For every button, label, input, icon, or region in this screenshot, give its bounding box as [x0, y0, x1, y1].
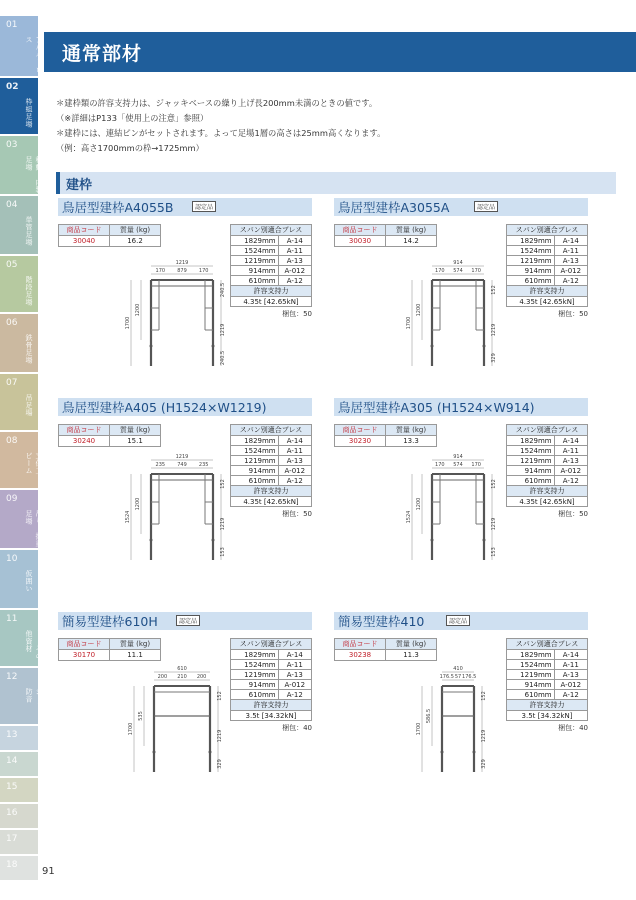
chapter-tab-number: 11 [6, 614, 18, 624]
note-line: ＊建枠類の許容支持力は、ジャッキベースの繰り上げ長200mm未満のときの値です。 [56, 98, 378, 108]
span-length: 610mm [507, 690, 555, 700]
packing-qty: 梱包：40 [282, 724, 312, 732]
note-line: ＊建枠には、連結ピンがセットされます。よって足場1層の高さは25mm高くなります。 [56, 128, 386, 138]
product-name: 簡易型建枠410 [338, 614, 425, 629]
note-line: （※詳細はP133「使用上の注意」参照） [56, 113, 209, 123]
dimension-part: 170 [155, 268, 166, 274]
dimension-right-top: 240.5 [220, 282, 226, 298]
dimension-right-bottom: 329 [481, 759, 487, 769]
brace-header: スパン別適合ブレス [507, 639, 588, 650]
dimension-part: 574 [453, 462, 463, 468]
dimension-part: 200 [157, 674, 168, 680]
product-title-bar [334, 398, 588, 416]
chapter-tab-number: 09 [6, 494, 18, 504]
dimension-height-inner: 535 [138, 711, 144, 721]
span-length: 610mm [231, 476, 279, 486]
chapter-tab-number: 14 [6, 756, 18, 766]
brace-model: A-012 [554, 680, 587, 690]
page-title: 通常部材 [62, 43, 143, 65]
brace-header: スパン別適合ブレス [507, 425, 588, 436]
chapter-tab-13[interactable] [0, 726, 38, 750]
certified-badge: 認定品 [192, 201, 216, 212]
chapter-tab-10[interactable] [0, 550, 38, 608]
dimension-part: 235 [155, 462, 166, 468]
chapter-tab-16[interactable] [0, 804, 38, 828]
weight-header: 質量 (kg) [110, 639, 161, 650]
span-length: 914mm [231, 266, 279, 276]
product-title-bar [58, 398, 312, 416]
chapter-tab-14[interactable] [0, 752, 38, 776]
dimension-part: 749 [177, 462, 187, 468]
dimension-part: 170 [471, 462, 481, 468]
product-weight: 14.2 [386, 236, 437, 247]
span-length: 610mm [231, 690, 279, 700]
brace-model: A-12 [554, 276, 587, 286]
dimension-height-inner: 1200 [135, 303, 141, 317]
chapter-tab-number: 12 [6, 672, 18, 682]
connecting-pin [431, 345, 434, 348]
brace-model: A-12 [554, 476, 587, 486]
packing-qty: 梱包：50 [558, 310, 588, 318]
product-weight: 11.1 [110, 650, 161, 661]
chapter-tab-15[interactable] [0, 778, 38, 802]
span-length: 914mm [507, 266, 555, 276]
weight-header: 質量 (kg) [386, 425, 437, 436]
certified-badge: 認定品 [446, 615, 470, 626]
product-code: 30170 [59, 650, 110, 661]
span-length: 1219mm [231, 256, 279, 266]
product-code-table [58, 638, 161, 661]
brace-model: A-12 [278, 690, 311, 700]
chapter-tab-label: ネット・シート・防音 [25, 688, 53, 718]
chapter-tab-label: 階段足場 [25, 276, 33, 306]
product-code: 30238 [335, 650, 386, 661]
capacity-header: 許容支持力 [507, 286, 588, 297]
span-length: 1219mm [231, 670, 279, 680]
note-line: （例：高さ1700mmの枠→1725mm） [56, 143, 204, 153]
capacity-value: 3.5t [34.32kN] [507, 711, 588, 721]
dimension-part: 200 [196, 674, 207, 680]
connecting-pin [212, 539, 215, 542]
chapter-tab-09[interactable] [0, 490, 43, 548]
dimension-right-top: 152 [491, 285, 497, 295]
product-code-table [334, 224, 437, 247]
dimension-right-bottom: 153 [491, 547, 497, 557]
dimension-right-bottom: 329 [491, 353, 497, 363]
connecting-pin [150, 539, 153, 542]
capacity-value: 4.35t [42.65kN] [507, 497, 588, 507]
span-length: 1219mm [231, 456, 279, 466]
dimension-height: 1524 [406, 510, 412, 524]
chapter-tab-number: 13 [6, 730, 18, 740]
weight-header: 質量 (kg) [110, 225, 161, 236]
brace-header: スパン別適合ブレス [231, 639, 312, 650]
span-length: 914mm [507, 680, 555, 690]
span-length: 610mm [231, 276, 279, 286]
dimension-height: 1700 [416, 722, 422, 736]
dimension-right-mid: 1219 [220, 323, 226, 337]
chapter-tab-01[interactable] [0, 16, 43, 76]
product-code-table [58, 224, 161, 247]
dimension-part: 57 [454, 674, 462, 680]
connecting-pin [150, 345, 153, 348]
dimension-width: 410 [453, 666, 463, 672]
section-heading [56, 172, 616, 194]
brace-model: A-012 [278, 680, 311, 690]
span-length: 1829mm [507, 436, 555, 446]
span-length: 1829mm [231, 650, 279, 660]
dimension-width: 914 [453, 454, 463, 460]
span-length: 1219mm [507, 256, 555, 266]
product-code: 30240 [59, 436, 110, 447]
dimension-part: 170 [435, 462, 445, 468]
connecting-pin [473, 751, 476, 754]
dimension-height-inner: 586.5 [426, 708, 432, 724]
chapter-tab-label: 吊足場 [25, 394, 33, 417]
brace-model: A-13 [278, 456, 311, 466]
packing-qty: 梱包：50 [282, 310, 312, 318]
capacity-header: 許容支持力 [231, 286, 312, 297]
brace-model: A-13 [278, 670, 311, 680]
product-weight: 11.3 [386, 650, 437, 661]
product-code: 30030 [335, 236, 386, 247]
product-code-table [334, 424, 437, 447]
chapter-tab-18[interactable] [0, 856, 38, 880]
dimension-width: 610 [177, 666, 187, 672]
product-code: 30230 [335, 436, 386, 447]
chapter-tab-number: 01 [6, 20, 18, 30]
dimension-part: 235 [198, 462, 209, 468]
dimension-height: 1700 [406, 316, 412, 330]
capacity-header: 許容支持力 [231, 700, 312, 711]
dimension-right-bottom: 240.5 [220, 350, 226, 366]
dimension-width: 1219 [175, 260, 189, 266]
chapter-tab-label: 吊り・揚重足場 [25, 510, 43, 548]
chapter-tab-label: 仮囲い [25, 570, 33, 593]
product-code: 30040 [59, 236, 110, 247]
chapter-tab-03[interactable] [0, 136, 43, 194]
brace-model: A-11 [278, 446, 311, 456]
product-name: 鳥居型建枠A405 (H1524×W1219) [62, 400, 267, 415]
product-weight: 15.1 [110, 436, 161, 447]
chapter-tab-number: 04 [6, 200, 18, 210]
connecting-pin [153, 751, 156, 754]
chapter-tab-label: 移動・内装足場 [25, 156, 43, 194]
connecting-pin [483, 345, 486, 348]
dimension-part: 170 [471, 268, 481, 274]
certified-badge: 認定品 [474, 201, 498, 212]
chapter-tab-number: 17 [6, 834, 18, 844]
weight-header: 質量 (kg) [110, 425, 161, 436]
chapter-tab-number: 03 [6, 140, 18, 150]
span-length: 1219mm [507, 456, 555, 466]
brace-model: A-11 [278, 246, 311, 256]
dimension-height-inner: 1200 [135, 497, 141, 511]
span-length: 914mm [507, 466, 555, 476]
span-length: 1829mm [507, 236, 555, 246]
product-name: 鳥居型建枠A3055A [338, 200, 450, 215]
weight-header: 質量 (kg) [386, 639, 437, 650]
product-name: 鳥居型建枠A305 (H1524×W914) [338, 400, 535, 415]
product-code-table [58, 424, 161, 447]
code-header: 商品コード [59, 639, 110, 650]
dimension-right-mid: 1219 [217, 729, 223, 743]
page-number: 91 [42, 866, 55, 877]
chapter-tab-number: 15 [6, 782, 18, 792]
frame-drawing [102, 254, 272, 384]
brace-model: A-012 [554, 466, 587, 476]
code-header: 商品コード [59, 425, 110, 436]
dimension-right-mid: 1219 [491, 517, 497, 531]
capacity-value: 4.35t [42.65kN] [231, 297, 312, 307]
brace-model: A-14 [278, 436, 311, 446]
chapter-tab-number: 07 [6, 378, 18, 388]
brace-model: A-14 [554, 650, 587, 660]
product-title-bar [58, 612, 312, 630]
connecting-pin [483, 539, 486, 542]
page-header [44, 32, 636, 72]
frame-drawing [378, 448, 548, 578]
dimension-right-top: 152 [491, 479, 497, 489]
dimension-right-top: 152 [217, 691, 223, 701]
connecting-pin [209, 751, 212, 754]
brace-header: スパン別適合ブレス [231, 225, 312, 236]
brace-model: A-012 [278, 466, 311, 476]
capacity-header: 許容支持力 [507, 486, 588, 497]
chapter-tab-04[interactable] [0, 196, 38, 254]
connecting-pin [441, 751, 444, 754]
dimension-width: 914 [453, 260, 463, 266]
weight-header: 質量 (kg) [386, 225, 437, 236]
product-code-table [334, 638, 437, 661]
product-name: 簡易型建枠610H [62, 614, 158, 629]
dimension-part: 574 [453, 268, 463, 274]
chapter-tab-number: 16 [6, 808, 18, 818]
chapter-tab-11[interactable] [0, 610, 53, 666]
chapter-tab-05[interactable] [0, 256, 38, 312]
brace-model: A-12 [278, 476, 311, 486]
dimension-right-top: 152 [481, 691, 487, 701]
frame-drawing [378, 254, 548, 384]
dimension-part: 176.5 [439, 674, 454, 680]
packing-qty: 梱包：50 [558, 510, 588, 518]
frame-drawing [102, 660, 272, 790]
product-weight: 13.3 [386, 436, 437, 447]
span-length: 1219mm [507, 670, 555, 680]
span-length: 1524mm [231, 446, 279, 456]
brace-model: A-14 [278, 650, 311, 660]
brace-model: A-12 [554, 690, 587, 700]
product-title-bar [334, 612, 588, 630]
span-length: 1524mm [507, 246, 555, 256]
dimension-height-inner: 1200 [416, 303, 422, 317]
chapter-tab-label: 鉄骨足場 [25, 334, 33, 364]
dimension-part: 170 [435, 268, 445, 274]
brace-model: A-11 [554, 660, 587, 670]
chapter-tab-number: 18 [6, 860, 18, 870]
capacity-header: 許容支持力 [231, 486, 312, 497]
chapter-tab-02[interactable] [0, 78, 38, 134]
code-header: 商品コード [59, 225, 110, 236]
chapter-tab-17[interactable] [0, 830, 38, 854]
brace-model: A-11 [554, 246, 587, 256]
product-weight: 16.2 [110, 236, 161, 247]
dimension-height: 1700 [128, 722, 134, 736]
dimension-right-mid: 1219 [491, 323, 497, 337]
dimension-height: 1524 [125, 510, 131, 524]
dimension-height-inner: 1200 [416, 497, 422, 511]
dimension-width: 1219 [175, 454, 189, 460]
code-header: 商品コード [335, 425, 386, 436]
dimension-part: 879 [177, 268, 187, 274]
chapter-tab-number: 06 [6, 318, 18, 328]
dimension-right-top: 152 [220, 479, 226, 489]
dimension-right-mid: 1219 [220, 517, 226, 531]
span-length: 1829mm [231, 436, 279, 446]
brace-model: A-012 [554, 266, 587, 276]
span-length: 1524mm [231, 660, 279, 670]
dimension-height: 1700 [125, 316, 131, 330]
dimension-part: 170 [198, 268, 209, 274]
brace-header: スパン別適合ブレス [507, 225, 588, 236]
connecting-pin [212, 345, 215, 348]
brace-model: A-13 [554, 670, 587, 680]
chapter-tab-label: 枠組足場 [25, 98, 33, 128]
span-length: 610mm [507, 476, 555, 486]
product-title-bar [334, 198, 588, 216]
chapter-tab-label: 支保工・ビーム [25, 452, 43, 482]
chapter-tab-number: 08 [6, 436, 18, 446]
chapter-tab-label: パレット・その他資材 [25, 630, 53, 660]
frame-drawing [102, 448, 272, 578]
dimension-right-bottom: 153 [220, 547, 226, 557]
dimension-right-mid: 1219 [481, 729, 487, 743]
span-length: 610mm [507, 276, 555, 286]
brace-model: A-14 [278, 236, 311, 246]
span-length: 1829mm [507, 650, 555, 660]
section-title: 建枠 [66, 178, 93, 193]
brace-model: A-14 [554, 436, 587, 446]
span-length: 1829mm [231, 236, 279, 246]
product-title-bar [58, 198, 312, 216]
brace-model: A-012 [278, 266, 311, 276]
capacity-value: 3.5t [34.32kN] [231, 711, 312, 721]
chapter-tab-07[interactable] [0, 374, 38, 430]
chapter-tab-label: アルバトロス [25, 36, 43, 74]
chapter-tab-08[interactable] [0, 432, 43, 488]
chapter-tab-number: 05 [6, 260, 18, 270]
packing-qty: 梱包：50 [282, 510, 312, 518]
brace-model: A-12 [278, 276, 311, 286]
capacity-header: 許容支持力 [507, 700, 588, 711]
brace-model: A-13 [554, 456, 587, 466]
connecting-pin [431, 539, 434, 542]
product-name: 鳥居型建枠A4055B [62, 200, 174, 215]
packing-qty: 梱包：40 [558, 724, 588, 732]
capacity-value: 4.35t [42.65kN] [507, 297, 588, 307]
dimension-part: 176.5 [462, 674, 477, 680]
span-length: 914mm [231, 680, 279, 690]
span-length: 1524mm [231, 246, 279, 256]
dimension-right-bottom: 329 [217, 759, 223, 769]
code-header: 商品コード [335, 639, 386, 650]
certified-badge: 認定品 [176, 615, 200, 626]
chapter-tab-06[interactable] [0, 314, 38, 372]
span-length: 914mm [231, 466, 279, 476]
chapter-tab-number: 02 [6, 82, 19, 92]
capacity-value: 4.35t [42.65kN] [231, 497, 312, 507]
chapter-tab-12[interactable] [0, 668, 53, 724]
span-length: 1524mm [507, 446, 555, 456]
frame-drawing [378, 660, 548, 790]
code-header: 商品コード [335, 225, 386, 236]
chapter-tab-number: 10 [6, 554, 18, 564]
chapter-tab-label: 単管足場 [25, 216, 33, 246]
brace-model: A-11 [554, 446, 587, 456]
dimension-part: 210 [177, 674, 187, 680]
brace-model: A-14 [554, 236, 587, 246]
brace-model: A-13 [278, 256, 311, 266]
brace-model: A-11 [278, 660, 311, 670]
brace-model: A-13 [554, 256, 587, 266]
span-length: 1524mm [507, 660, 555, 670]
brace-header: スパン別適合ブレス [231, 425, 312, 436]
